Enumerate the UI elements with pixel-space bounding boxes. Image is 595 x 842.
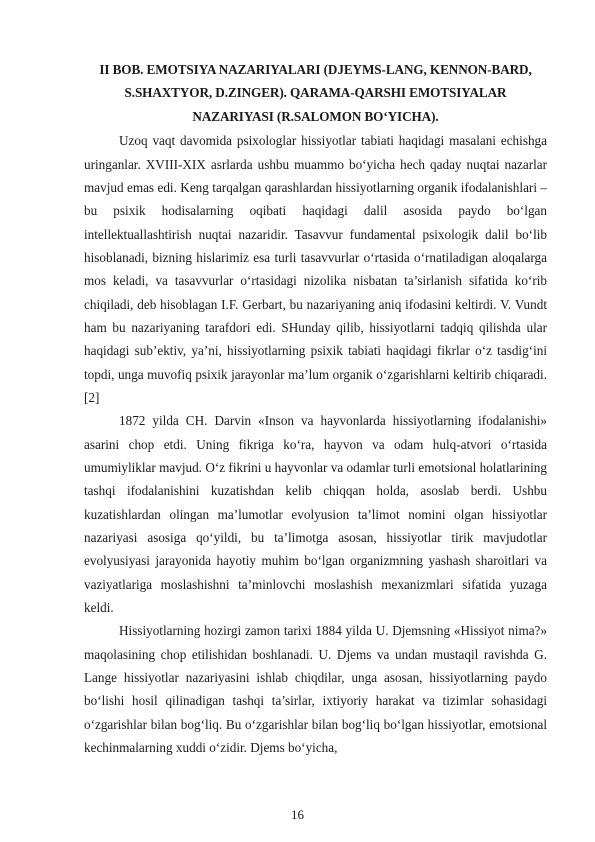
paragraph-3: Hissiyotlarning hozirgi zamon tarixi 1884 yilda U. Djemsning «Hissiyot nima?» maqolasining chop etilishidan boshlanadi. U. Djems va undan mustaqil ravishda G. Lange hissiyotlar nazariyasini ishlab chiqdilar, unga asosan, hissiyotlarning paydo bo‘lishi hosil qilinadigan tashqi ta’sirlar, ixtiyoriy harakat va tizimlar sohasidagi o‘zgarishlar bilan bog‘liq. Bu o‘zgarishlar bilan bog‘liq bo‘lgan hissiyotlar, emotsional kechinmalarning xuddi o‘zidir. Djems bo‘yicha, — [84, 623, 547, 756]
paragraph-2: 1872 yilda CH. Darvin «Inson va hayvonlarda hissiyotlarning ifodalanishi» asarini chop etdi. Uning fikriga ko‘ra, hayvon va odam hulq-atvori o‘rtasida umumiyliklar mavjud. O‘z fikrini u hayvonlar va odamlar turli emotsional holatlarining tashqi ifodalanishini kuzatishdan kelib chiqqan holda, asoslab berdi. Ushbu kuzatishlardan olingan ma’lumotlar evolyusion ta’limot nomini olgan hissiyotlar nazariyasi asosiga qo‘yildi, bu ta’limotga asosan, hissiyotlar tirik mavjudotlar evolyusiyasi jarayonida hayotiy muhim bo‘lgan organizmning yashash sharoitlari va vaziyatlariga moslashishni ta’minlovchi moslashish mexanizmlari sifatida yuzaga keldi. — [84, 413, 547, 616]
paragraph-1: Uzoq vaqt davomida psixologlar hissiyotlar tabiati haqidagi masalani echishga uringanlar. XVIII-XIX asrlarda ushbu muammo bo‘yicha hech qaday nuqtai nazarlar mavjud emas edi. Keng tarqalgan qarashlardan hissiyotlarning organik ifodalanishlari – bu psixik hodisalarning oqibati haqidagi dalil asosida paydo bo‘lgan intellektuallashtirish nuqtai nazaridir. Tasavvur fundamental psixologik dalil bo‘lib hisoblanadi, bizning hislarimiz esa turli tasavvurlar o‘rtasida o‘rnatiladigan aloqalarga mos keladi, va tasavvurlar o‘rtasidagi nizolika nisbatan ta’sirlanish sifatida ko‘rib chiqiladi, deb hisoblagan I.F. Gerbart, bu nazariyaning aniq ifodasini keltirdi. V. Vundt ham bu nazariyaning tarafdori edi. SHunday qilib, hissiyotlarni tadqiq qilishda ular haqidagi sub’ektiv, ya’ni, hissiyotlarning psixik tabiati haqidagi fikrlar o‘z tasdig‘ini topdi, unga muvofiq psixik jarayonlar ma’lum organik o‘zgarishlarni keltirib chiqaradi.[2] — [84, 133, 547, 405]
page-content — [84, 58, 547, 760]
chapter-heading: II BOB. EMOTSIYA NAZARIYALARI (DJEYMS-LANG, KENNON-BARD, S.SHAXTYOR, D.ZINGER). QARAMA-QARSHI EMOTSIYALAR NAZARIYASI (R.SALOMON BO‘YICHA). — [99, 62, 532, 124]
page-number: 16 — [291, 807, 304, 822]
